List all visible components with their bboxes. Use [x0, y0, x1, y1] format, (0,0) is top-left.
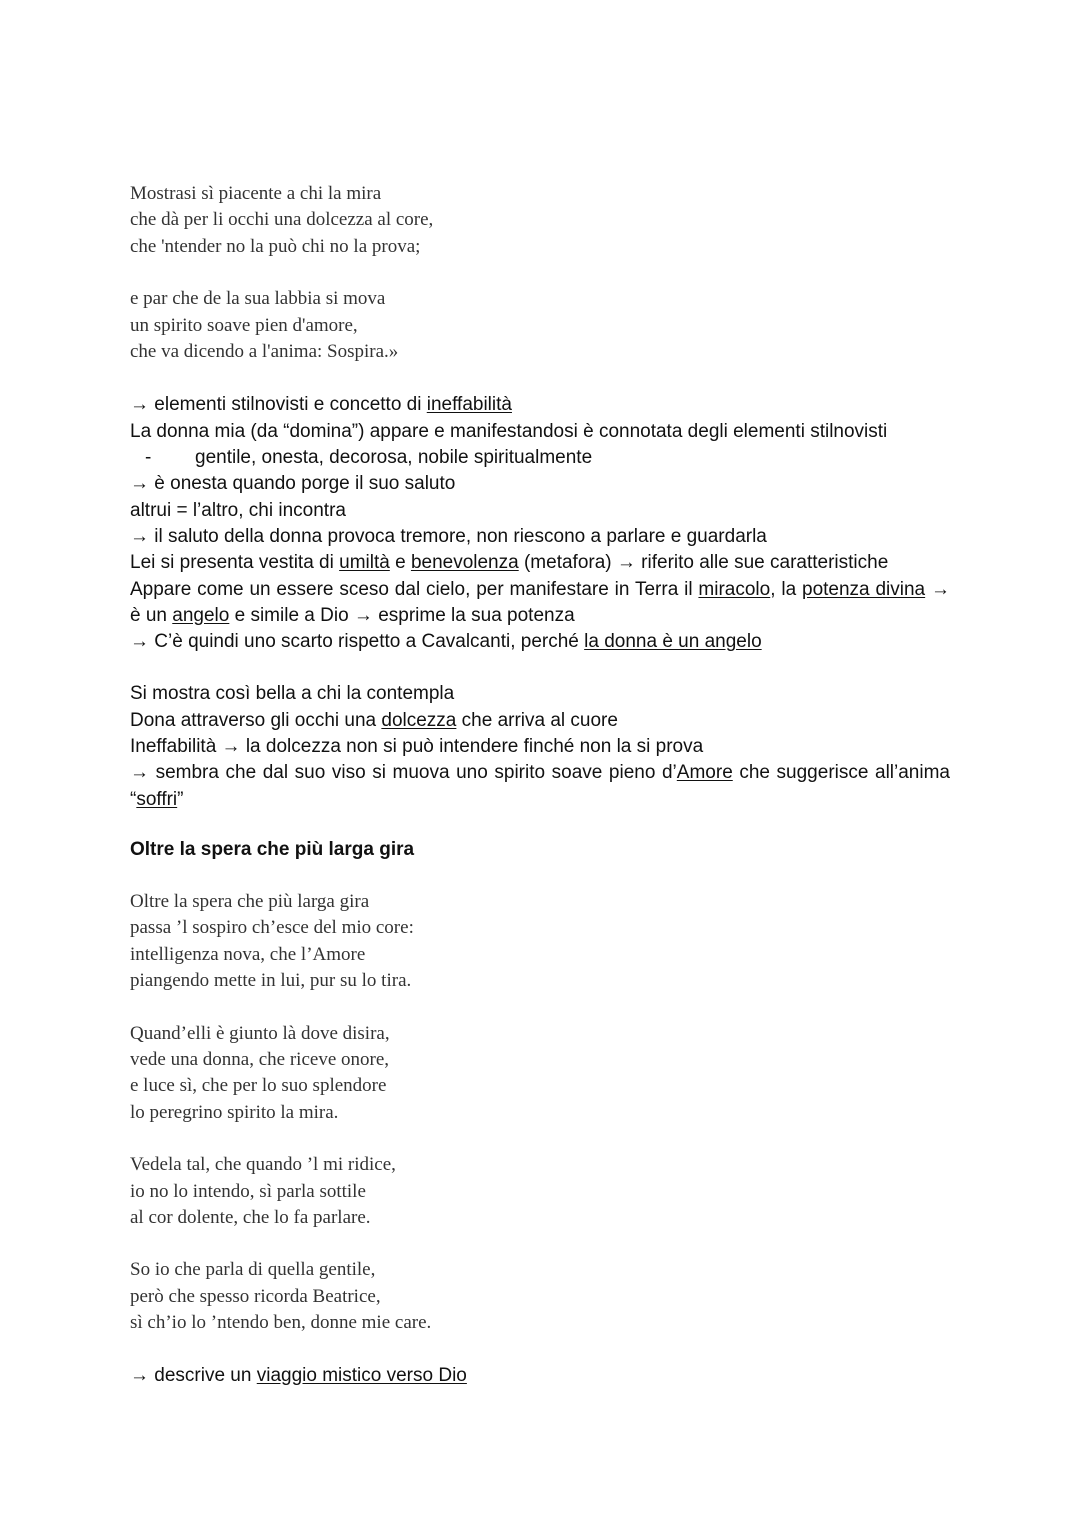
underlined-term: viaggio mistico verso Dio [256, 1364, 467, 1386]
poem-line: al cor dolente, che lo fa parlare. [130, 1206, 371, 1228]
note-line: Dona attraverso gli occhi una dolcezza che arriva al cuore [130, 709, 618, 731]
underlined-term: benevolenza [410, 552, 519, 574]
underlined-term: ineffabilità [426, 394, 512, 416]
section-heading: Oltre la spera che più larga gira [130, 838, 415, 860]
bullet-item: - gentile, onesta, decorosa, nobile spiritualmente [130, 445, 950, 471]
underlined-term: dolcezza [381, 709, 457, 731]
note-line: → descrive un viaggio mistico verso Dio [130, 1364, 467, 1386]
underlined-term: potenza divina [802, 578, 926, 600]
poem-line: io no lo intendo, sì parla sottile [130, 1180, 366, 1202]
poem-line: sì ch’io lo ’ntendo ben, donne mie care. [130, 1312, 432, 1334]
poem-line: So io che parla di quella gentile, [130, 1259, 376, 1281]
underlined-term: soffri [136, 788, 178, 810]
poem-line: Vedela tal, che quando ’l mi ridice, [130, 1154, 396, 1176]
note-line: La donna mia (da “domina”) appare e manifestandosi è connotata degli elementi stilnovisti [130, 420, 888, 442]
poem-excerpt-1 [130, 181, 950, 365]
poem-line: passa ’l sospiro ch’esce del mio core: [130, 917, 414, 939]
analysis-notes-2 [130, 681, 950, 812]
note-line: → C’è quindi uno scarto rispetto a Cavalcanti, perché la donna è un angelo [130, 631, 762, 653]
poem-line: Quand’elli è giunto là dove disira, [130, 1022, 390, 1044]
note-line: → è onesta quando porge il suo saluto [130, 473, 456, 495]
poem-line: lo peregrino spirito la mira. [130, 1101, 339, 1123]
poem-line: Mostrasi sì piacente a chi la mira [130, 183, 382, 204]
underlined-term: Amore [676, 762, 733, 784]
poem-line: che dà per li occhi una dolcezza al core, [130, 209, 434, 231]
note-line: → il saluto della donna provoca tremore, non riescono a parlare e guardarla [130, 525, 767, 547]
poem-line: però che spesso ricorda Beatrice, [130, 1285, 381, 1307]
underlined-term: la donna è un angelo [584, 631, 762, 653]
underlined-term: miracolo [698, 578, 771, 600]
note-paragraph: → sembra che dal suo viso si muova uno spirito soave pieno d’Amore che suggerisce all’anima “soffri” [130, 762, 950, 810]
poem-line: vede una donna, che riceve onore, [130, 1048, 390, 1070]
note-line: Ineffabilità → la dolcezza non si può intendere finché non la si prova [130, 736, 704, 757]
underlined-term: umiltà [339, 552, 390, 574]
note-paragraph: Appare come un essere sceso dal cielo, per manifestare in Terra il miracolo, la potenza divina → è un angelo e simile a Dio → esprime la sua potenza [130, 578, 950, 626]
poem-line: un spirito soave pien d'amore, [130, 314, 358, 336]
note-line: → elementi stilnovisti e concetto di ineffabilità [130, 394, 512, 416]
poem-line: e par che de la sua labbia si mova [130, 288, 386, 310]
poem-line: e luce sì, che per lo suo splendore [130, 1075, 387, 1097]
note-line: Lei si presenta vestita di umiltà e benevolenza (metafora) → riferito alle sue caratteristiche [130, 552, 889, 574]
poem-line: che va dicendo a l'anima: Sospira.» [130, 341, 399, 363]
note-line: Si mostra così bella a chi la contempla [130, 683, 455, 705]
document-page [130, 181, 950, 1389]
dash-bullet: - [145, 447, 152, 469]
poem-line: intelligenza nova, che l’Amore [130, 943, 366, 965]
note-line: altrui = l’altro, chi incontra [130, 499, 346, 521]
analysis-notes-3 [130, 1363, 950, 1389]
poem-line: Oltre la spera che più larga gira [130, 890, 370, 912]
poem-line: piangendo mette in lui, pur su lo tira. [130, 970, 412, 992]
poem-excerpt-2 [130, 889, 950, 1337]
analysis-notes-1 [130, 392, 950, 655]
poem-line: che 'ntender no la può chi no la prova; [130, 235, 421, 257]
underlined-term: angelo [172, 604, 230, 626]
